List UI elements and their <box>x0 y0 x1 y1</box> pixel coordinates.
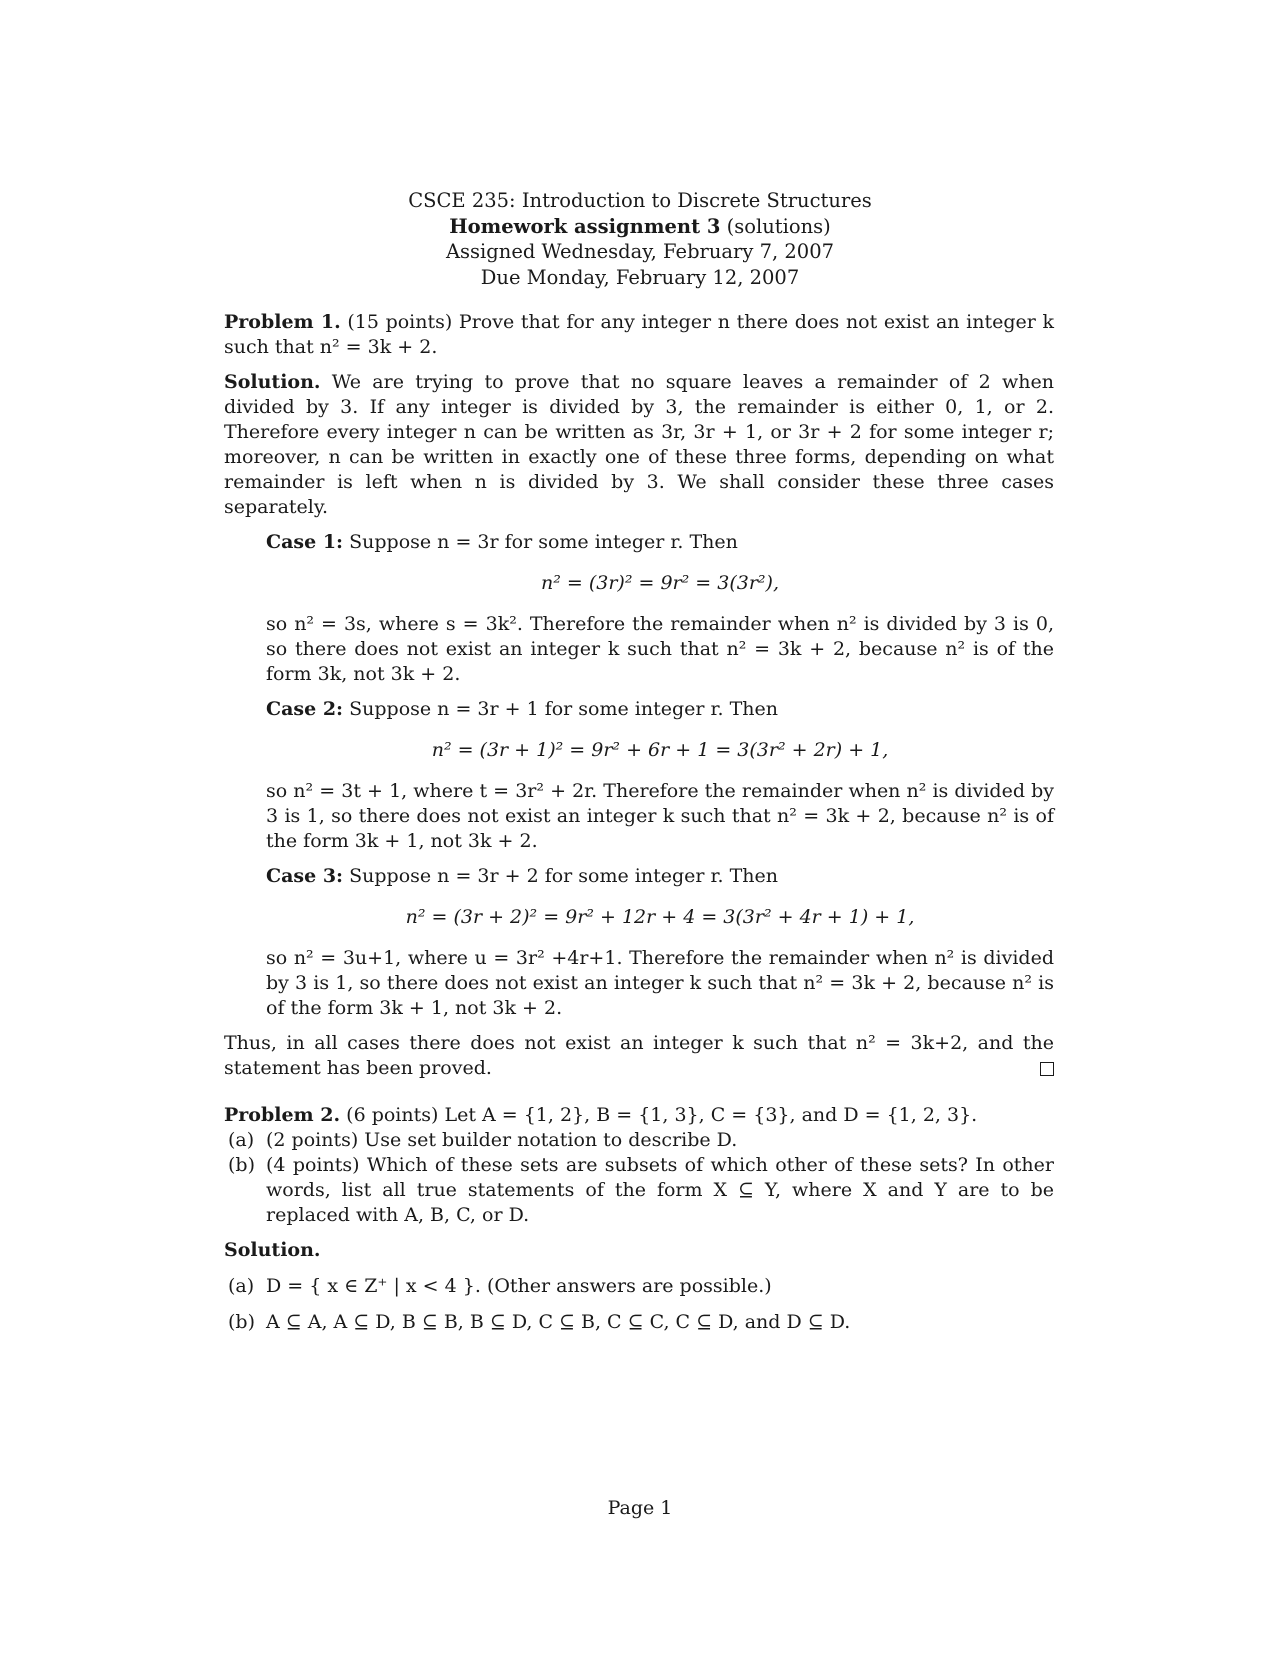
answer-a-label: (a) <box>228 1275 255 1297</box>
part-b-label: (b) <box>228 1154 255 1176</box>
case-1 <box>266 530 1054 687</box>
answer-b-text: A ⊆ A, A ⊆ D, B ⊆ B, B ⊆ D, C ⊆ B, C ⊆ C, C ⊆ D, and D ⊆ D. <box>266 1311 851 1333</box>
case-2-intro-text: Suppose n = 3r + 1 for some integer r. Then <box>343 698 778 720</box>
answer-b-label: (b) <box>228 1311 255 1333</box>
case-3-equation: n² = (3r + 2)² = 9r² + 12r + 4 = 3(3r² + 4r + 1) + 1, <box>405 906 915 928</box>
case-3-intro-text: Suppose n = 3r + 2 for some integer r. Then <box>343 865 778 887</box>
part-a-label: (a) <box>228 1129 255 1151</box>
problem2 <box>224 1103 1054 1335</box>
solution-label: Solution. <box>224 371 321 393</box>
assignment-title-bold: Homework assignment 3 <box>449 214 721 238</box>
case-1-conclusion: so n² = 3s, where s = 3k². Therefore the remainder when n² is divided by 3 is 0, so there does not exist an integer k such that n² = 3k + 2, because n² is of the form 3k, not 3k + 2. <box>266 613 1054 685</box>
answer-a <box>224 1274 1054 1299</box>
case-2-label: Case 2: <box>266 698 344 720</box>
problem2-solution-label: Solution. <box>224 1239 321 1261</box>
assigned-date: Assigned Wednesday, February 7, 2007 <box>445 240 835 263</box>
case-1-equation: n² = (3r)² = 9r² = 3(3r²), <box>541 572 779 594</box>
assignment-title-rest: (solutions) <box>720 214 831 238</box>
closing-text: Thus, in all cases there does not exist an integer k such that n² = 3k+2, and the statement has been proved. <box>224 1032 1054 1079</box>
answer-a-text: D = { x ∈ Z⁺ | x < 4 }. (Other answers are possible.) <box>266 1275 772 1297</box>
case-1-intro <box>266 530 1054 555</box>
case-1-label: Case 1: <box>266 531 344 553</box>
problem2-part-b <box>224 1153 1054 1228</box>
page-number: Page 1 <box>607 1497 673 1519</box>
due-date: Due Monday, February 12, 2007 <box>480 265 800 289</box>
problem2-part-a <box>224 1128 1054 1153</box>
case-2-intro <box>266 697 1054 722</box>
document-body <box>224 310 1054 1346</box>
solution-intro-text: We are trying to prove that no square leaves a remainder of 2 when divided by 3. If any integer is divided by 3, the remainder is either 0, 1, or 2. Therefore every integer n can be written as 3r, 3r + 1, or 3r + 2 for some integer r; moreover, n can be written in exactly one of these three forms, depending on what remainder is left when n is divided by 3. We shall consider these three cases separately. <box>224 371 1054 518</box>
problem2-label: Problem 2. <box>224 1104 341 1126</box>
qed-square-icon <box>1040 1062 1054 1076</box>
course-title: CSCE 235: Introduction to Discrete Structures <box>408 189 872 212</box>
case-2 <box>266 697 1054 854</box>
document-header <box>0 188 1280 290</box>
problem1-statement <box>224 310 1054 360</box>
case-2-conclusion: so n² = 3t + 1, where t = 3r² + 2r. Therefore the remainder when n² is divided by 3 is 1, so there does not exist an integer k such that n² = 3k + 2, because n² is of the form 3k + 1, not 3k + 2. <box>266 780 1054 852</box>
case-3-label: Case 3: <box>266 865 344 887</box>
part-a-text: (2 points) Use set builder notation to describe D. <box>266 1129 738 1151</box>
answer-b <box>224 1310 1054 1335</box>
problem1-closing <box>224 1031 1054 1081</box>
problem1-label: Problem 1. <box>224 311 341 333</box>
case-3 <box>266 864 1054 1021</box>
case-3-conclusion: so n² = 3u+1, where u = 3r² +4r+1. Therefore the remainder when n² is divided by 3 is 1, so there does not exist an integer k such that n² = 3k + 2, because n² is of the form 3k + 1, not 3k + 2. <box>266 947 1054 1019</box>
problem1-solution-intro <box>224 370 1054 520</box>
problem2-solution-heading <box>224 1238 1054 1263</box>
part-b-text: (4 points) Which of these sets are subsets of which other of these sets? In other words, list all true statements of the form X ⊆ Y, where X and Y are to be replaced with A, B, C, or D. <box>266 1154 1054 1226</box>
case-3-intro <box>266 864 1054 889</box>
assignment-title <box>0 214 1280 240</box>
problem1-text: (15 points) Prove that for any integer n there does not exist an integer k such that n² = 3k + 2. <box>224 311 1054 358</box>
problem2-text: (6 points) Let A = {1, 2}, B = {1, 3}, C = {3}, and D = {1, 2, 3}. <box>340 1104 978 1126</box>
case-2-equation: n² = (3r + 1)² = 9r² + 6r + 1 = 3(3r² + 2r) + 1, <box>431 739 889 761</box>
case-1-intro-text: Suppose n = 3r for some integer r. Then <box>343 531 738 553</box>
problem2-statement <box>224 1103 1054 1128</box>
